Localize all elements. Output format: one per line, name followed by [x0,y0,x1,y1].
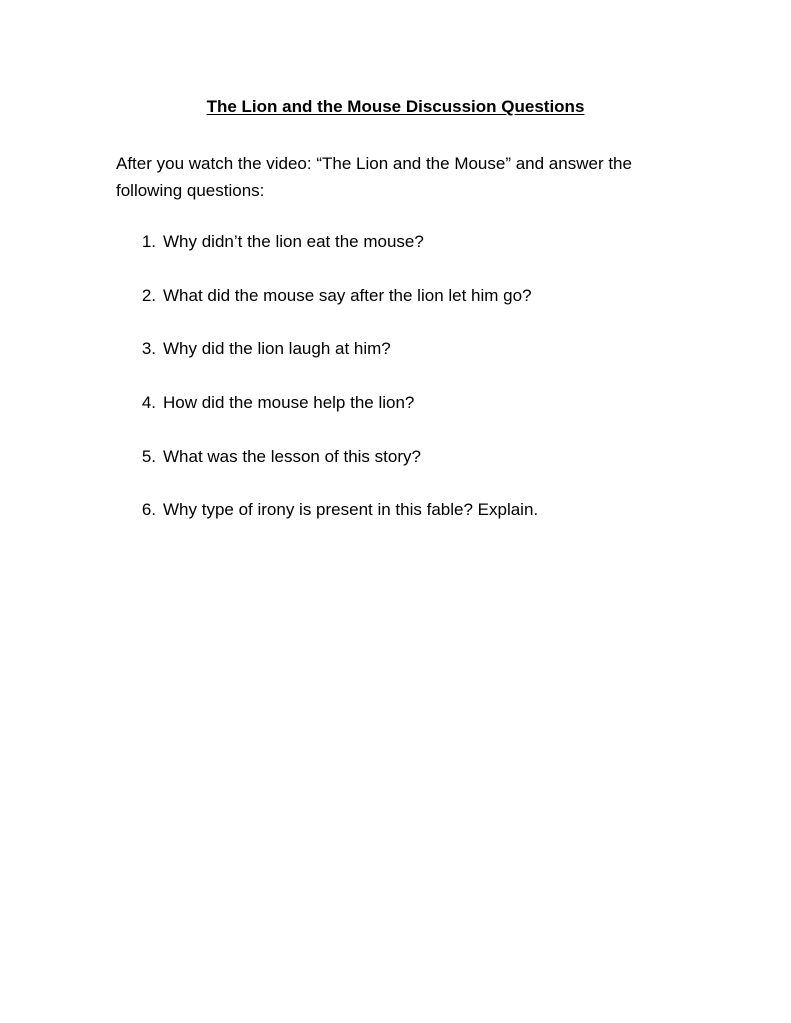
question-number: 2. [141,285,156,305]
question-item [0,446,791,500]
question-number: 6. [141,500,156,520]
question-item [0,231,791,285]
question-text: Why did the lion laugh at him? [163,339,391,359]
question-item [0,499,791,553]
question-text: Why type of irony is present in this fable? Explain. [163,500,539,520]
question-item [0,285,791,339]
question-number: 3. [141,339,156,359]
question-text: What did the mouse say after the lion let him go? [163,285,532,305]
question-text: Why didn’t the lion eat the mouse? [163,232,424,251]
question-number: 4. [141,393,156,413]
question-item [0,392,791,446]
question-item [0,338,791,392]
intro-paragraph: After you watch the video: “The Lion and the Mouse” and answer the following questions: [116,154,632,200]
document-title: The Lion and the Mouse Discussion Questions [206,97,585,116]
question-number: 5. [141,446,156,466]
questions-list [0,231,791,553]
question-text: What was the lesson of this story? [163,446,421,466]
question-text: How did the mouse help the lion? [163,393,415,413]
question-number: 1. [141,232,156,251]
